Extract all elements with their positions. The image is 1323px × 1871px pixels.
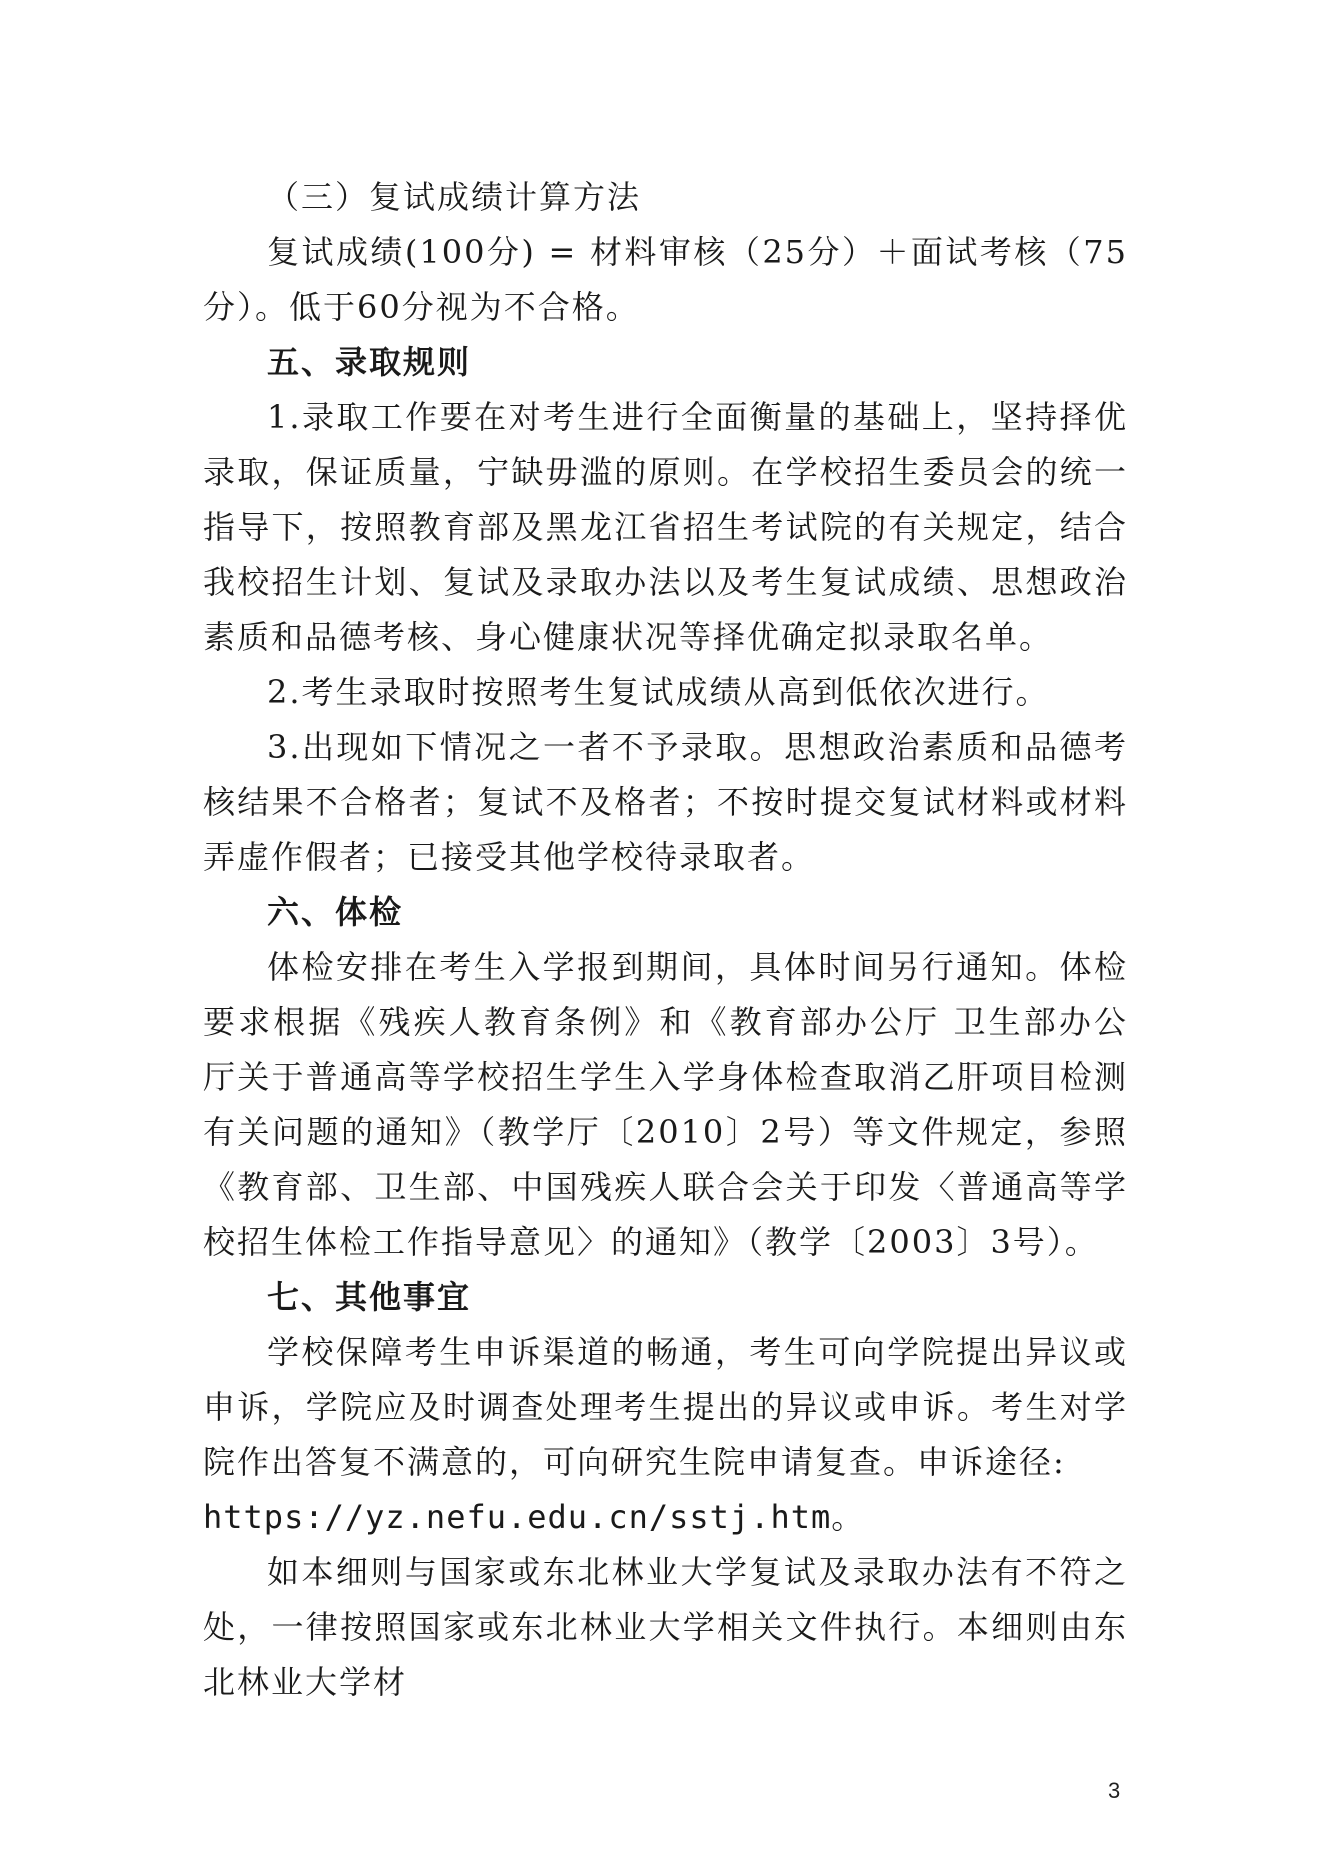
document-page xyxy=(203,170,1128,1710)
score-formula-paragraph: 复试成绩(100分) = 材料审核（25分）＋面试考核（75分）。低于60分视为不合格。 xyxy=(203,233,1128,326)
closing-paragraph: 如本细则与国家或东北林业大学复试及录取办法有不符之处，一律按照国家或东北林业大学相关文件执行。本细则由东北林业大学材 xyxy=(203,1553,1128,1701)
section-heading-physical-exam: 六、体检 xyxy=(267,893,404,931)
subsection-title-score-calculation: （三）复试成绩计算方法 xyxy=(267,178,642,216)
appeal-paragraph: 学校保障考生申诉渠道的畅通，考生可向学院提出异议或申诉，学院应及时调查处理考生提出的异议或申诉。考生对学院作出答复不满意的，可向研究生院申请复查。申诉途径: xyxy=(203,1333,1128,1481)
page-number: 3 xyxy=(1108,1778,1121,1803)
section-heading-admission-rules: 五、录取规则 xyxy=(267,343,472,381)
admission-rule-1: 1.录取工作要在对考生进行全面衡量的基础上，坚持择优录取，保证质量，宁缺毋滥的原则。在学校招生委员会的统一指导下，按照教育部及黑龙江省招生考试院的有关规定，结合我校招生计划、复试及录取办法以及考生复试成绩、思想政治素质和品德考核、身心健康状况等择优确定拟录取名单。 xyxy=(203,398,1128,656)
section-heading-other-matters: 七、其他事宜 xyxy=(267,1278,472,1316)
admission-rule-2: 2.考生录取时按照考生复试成绩从高到低依次进行。 xyxy=(267,673,1050,711)
appeal-url: https://yz.nefu.edu.cn/sstj.htm。 xyxy=(203,1498,865,1536)
admission-rule-3: 3.出现如下情况之一者不予录取。思想政治素质和品德考核结果不合格者；复试不及格者；不按时提交复试材料或材料弄虚作假者；已接受其他学校待录取者。 xyxy=(203,728,1128,876)
physical-exam-paragraph: 体检安排在考生入学报到期间，具体时间另行通知。体检要求根据《残疾人教育条例》和《教育部办公厅 卫生部办公厅关于普通高等学校招生学生入学身体检查取消乙肝项目检测有关问题的通知》（教学厅〔2010〕2号）等文件规定，参照《教育部、卫生部、中国残疾人联合会关于印发〈普通高等学校招生体检工作指导意见〉的通知》（教学〔2003〕3号）。 xyxy=(203,948,1128,1261)
